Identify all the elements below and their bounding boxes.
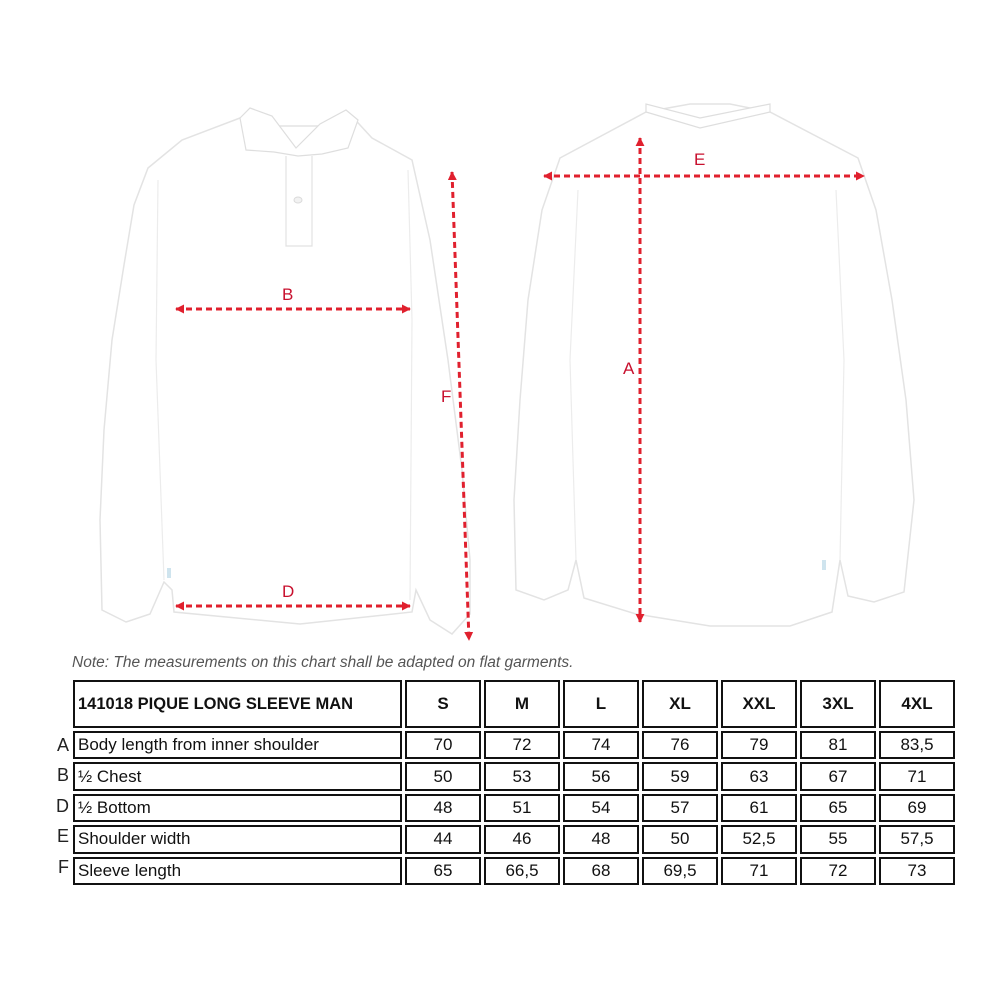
row-letter: D — [56, 795, 69, 816]
table-header-row — [73, 680, 955, 728]
measurement-value: 50 — [405, 762, 481, 790]
table-row — [73, 762, 955, 790]
measurement-value: 65 — [405, 857, 481, 885]
measurement-value: 46 — [484, 825, 560, 853]
measurement-value: 50 — [642, 825, 718, 853]
measurement-value: 66,5 — [484, 857, 560, 885]
measurement-value: 55 — [800, 825, 876, 853]
size-header: XL — [642, 680, 718, 728]
measurement-value: 79 — [721, 731, 797, 759]
measurement-value: 69,5 — [642, 857, 718, 885]
measurement-value: 53 — [484, 762, 560, 790]
measurement-value: 68 — [563, 857, 639, 885]
front-polo-tag — [167, 568, 171, 578]
size-header: S — [405, 680, 481, 728]
row-letter: A — [56, 735, 69, 755]
measurement-value: 57 — [642, 794, 718, 822]
measurement-value: 81 — [800, 731, 876, 759]
measurement-value: 51 — [484, 794, 560, 822]
label-f: F — [441, 387, 452, 406]
measurement-label: Shoulder width — [73, 825, 402, 853]
measurement-label: Sleeve length — [73, 857, 402, 885]
measurement-note: Note: The measurements on this chart shall be adapted on flat garments. — [72, 654, 574, 671]
front-polo-button — [294, 197, 302, 203]
measurement-value: 73 — [879, 857, 955, 885]
front-polo-body — [100, 112, 470, 634]
table-row — [73, 731, 955, 759]
measurement-label: Body length from inner shoulder — [73, 731, 402, 759]
label-e: E — [694, 150, 706, 169]
measurement-value: 48 — [563, 825, 639, 853]
back-polo-body — [514, 104, 914, 626]
back-polo-shirt — [514, 104, 914, 626]
table-row — [73, 794, 955, 822]
measurement-value: 69 — [879, 794, 955, 822]
table-row — [73, 825, 955, 853]
size-chart-table — [70, 677, 958, 888]
front-polo-shirt — [100, 108, 470, 634]
size-header: 4XL — [879, 680, 955, 728]
size-header: L — [563, 680, 639, 728]
measurement-value: 65 — [800, 794, 876, 822]
measurement-value: 59 — [642, 762, 718, 790]
measurement-label: ½ Bottom — [73, 794, 402, 822]
size-header: M — [484, 680, 560, 728]
row-letter-column — [46, 730, 72, 882]
measurement-value: 72 — [800, 857, 876, 885]
label-a: A — [623, 359, 635, 378]
measurement-value: 61 — [721, 794, 797, 822]
measurement-value: 74 — [563, 731, 639, 759]
measurement-value: 72 — [484, 731, 560, 759]
measurement-value: 76 — [642, 731, 718, 759]
measurement-value: 44 — [405, 825, 481, 853]
measurement-value: 54 — [563, 794, 639, 822]
measurement-value: 70 — [405, 731, 481, 759]
measurement-value: 52,5 — [721, 825, 797, 853]
row-letter: B — [56, 765, 69, 786]
measurement-value: 83,5 — [879, 731, 955, 759]
size-header: XXL — [721, 680, 797, 728]
measurement-value: 56 — [563, 762, 639, 790]
measurement-value: 67 — [800, 762, 876, 790]
label-d: D — [282, 582, 295, 601]
measurement-label: ½ Chest — [73, 762, 402, 790]
table-row — [73, 857, 955, 885]
measurement-value: 63 — [721, 762, 797, 790]
measurement-value: 71 — [879, 762, 955, 790]
back-polo-tag — [822, 560, 826, 570]
label-b: B — [282, 285, 294, 304]
table-title: 141018 PIQUE LONG SLEEVE MAN — [73, 680, 402, 728]
size-header: 3XL — [800, 680, 876, 728]
row-letter: F — [58, 856, 69, 877]
measurement-value: 48 — [405, 794, 481, 822]
measurement-value: 71 — [721, 857, 797, 885]
measurement-value: 57,5 — [879, 825, 955, 853]
row-letter: E — [56, 826, 69, 847]
